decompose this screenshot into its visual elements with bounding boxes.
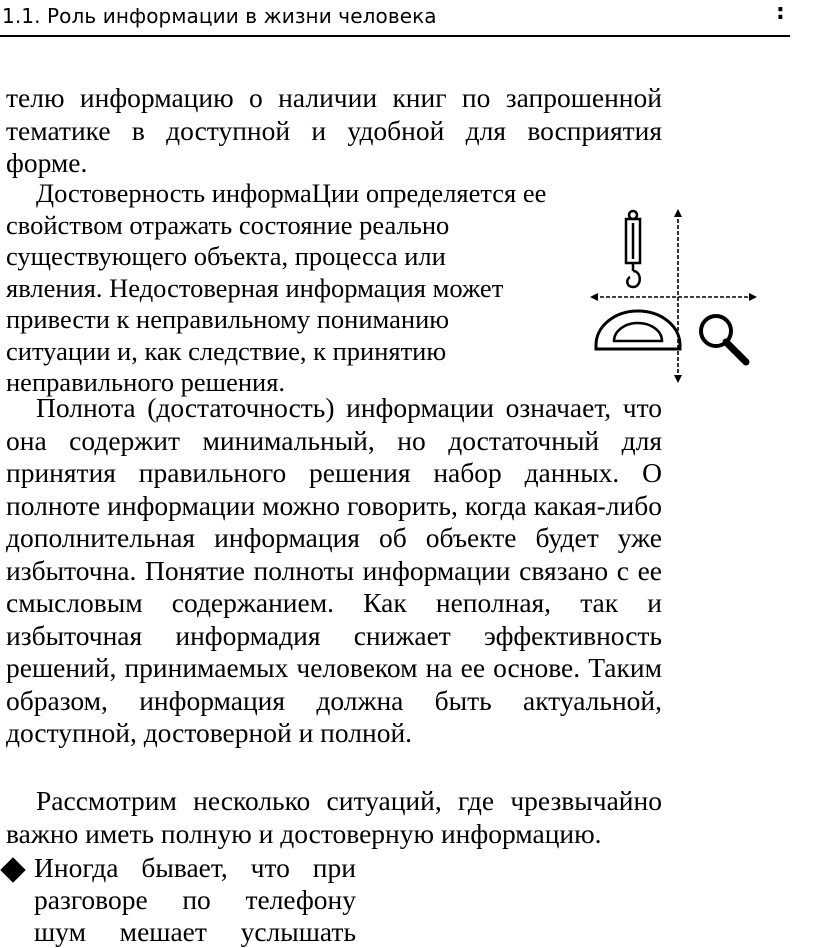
paragraph-situations: Рассмотрим несколько ситуаций, где чрезвычайно важно иметь полную и достоверную информацию.: [6, 785, 662, 849]
magnifier-icon: [701, 316, 746, 362]
protractor-icon: [596, 311, 680, 349]
header-mark: :: [776, 0, 785, 25]
paragraph-completeness: Полнота (достаточность) информации означает, что она содержит минимальный, но достаточный для принятия правильного решения набор данных. О полноте информации можно говорить, когда какая-либо дополнительная информация об объекте будет уже избыточна. Понятие полноты информации связано с ее смысловым содержанием. Как неполная, так и избыточная информадия снижает эффективность решений, принимаемых человеком на ее основе. Таким образом, информация должна быть актуальной, доступной, достоверной и полной.: [6, 392, 662, 748]
spring-scale-icon: [626, 211, 640, 287]
paragraph-reliability: [6, 178, 580, 399]
reliability-line: существующего объекта, процесса или: [6, 241, 446, 271]
reliability-line: неправильного решения.: [6, 367, 286, 397]
paragraph-intro-continued: телю информацию о наличии книг по запрошенной тематике в доступной и удобной для восприятия форме.: [6, 82, 662, 178]
crosshair-axes-icon: [590, 209, 757, 383]
section-title: 1.1. Роль информации в жизни человека: [2, 4, 437, 28]
reliability-line: ситуации и, как следствие, к принятию: [6, 335, 447, 366]
bullet-text: Иногда бывает, что при разговоре по телефону шум мешает услышать: [34, 852, 356, 947]
diamond-bullet-icon: [0, 857, 25, 882]
page-header: [0, 0, 816, 42]
reliability-line: явления. Недостоверная информация может: [6, 272, 504, 303]
measurement-illustration: [588, 205, 758, 385]
reliability-line: свойством отражать состояние реально: [6, 209, 450, 240]
header-divider: [0, 35, 790, 37]
reliability-line: Достоверность информаЦии определяется ее: [36, 178, 547, 208]
reliability-line: привести к неправильному пониманию: [6, 304, 450, 334]
